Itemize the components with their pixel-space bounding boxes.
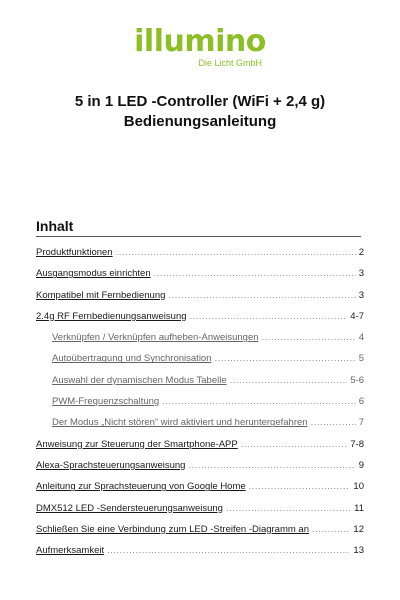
toc-entry-label[interactable]: DMX512 LED -Sendersteuerungsanweisung xyxy=(36,502,223,514)
toc-entry-page: 3 xyxy=(358,268,364,280)
toc-entry-label[interactable]: Produktfunktionen xyxy=(36,247,113,258)
toc-entry-label[interactable]: Anleitung zur Sprachsteuerung von Google Home xyxy=(36,481,246,493)
toc-entry[interactable] xyxy=(36,439,364,460)
toc-entry-page: 11 xyxy=(354,502,364,514)
table-of-contents xyxy=(36,247,364,566)
toc-entry-page: 3 xyxy=(358,289,364,301)
toc-entry[interactable] xyxy=(36,396,364,417)
toc-entry-page: 13 xyxy=(353,545,364,557)
toc-entry[interactable] xyxy=(36,503,364,524)
toc-leader-dots xyxy=(154,268,356,280)
toc-leader-dots xyxy=(249,481,351,493)
toc-entry-label[interactable]: Alexa-Sprachsteuerungsanweisung xyxy=(36,459,186,471)
toc-leader-dots xyxy=(162,396,356,408)
toc-leader-dots xyxy=(226,503,351,515)
logo-wordmark: illumino xyxy=(134,24,266,59)
toc-entry-label[interactable]: Ausgangsmodus einrichten xyxy=(36,268,151,280)
toc-entry-page: 9 xyxy=(358,459,364,471)
toc-entry-label[interactable]: Schließen Sie eine Verbindung zum LED -Streifen -Diagramm an xyxy=(36,523,309,535)
toc-entry-label[interactable]: 2.4g RF Fernbedienungsanweisung xyxy=(36,310,187,322)
toc-leader-dots xyxy=(262,332,356,344)
title-line-2: Bedienungsanleitung xyxy=(123,113,277,130)
toc-entry[interactable] xyxy=(36,481,364,502)
toc-entry-page: 7-8 xyxy=(350,438,364,450)
toc-entry-page: 4 xyxy=(358,332,364,344)
toc-entry-page: 2 xyxy=(358,247,364,258)
toc-entry-label[interactable]: Aufmerksamkeit xyxy=(36,545,105,557)
toc-entry-page: 5-6 xyxy=(350,374,364,386)
toc-leader-dots xyxy=(215,353,356,365)
document-title xyxy=(0,92,400,132)
toc-entry[interactable] xyxy=(36,332,364,353)
brand-logo xyxy=(130,26,270,68)
toc-leader-dots xyxy=(312,524,350,536)
toc-heading: Inhalt xyxy=(36,218,74,234)
toc-entry[interactable] xyxy=(36,545,364,566)
toc-entry[interactable] xyxy=(36,524,364,545)
toc-entry-label[interactable]: Autoübertragung und Synchronisation xyxy=(52,353,212,365)
toc-leader-dots xyxy=(311,417,356,429)
toc-entry-page: 12 xyxy=(353,523,364,535)
toc-leader-dots xyxy=(116,247,356,259)
toc-entry-label[interactable]: Verknüpfen / Verknüpfen aufheben-Anweisungen xyxy=(52,332,259,344)
toc-leader-dots xyxy=(190,311,348,323)
toc-entry[interactable] xyxy=(36,417,364,438)
toc-entry-page: 7 xyxy=(358,417,364,429)
toc-entry-label[interactable]: Auswahl der dynamischen Modus Tabelle xyxy=(52,374,227,386)
title-line-1: 5 in 1 LED -Controller (WiFi + 2,4 g) xyxy=(74,93,326,110)
toc-leader-dots xyxy=(168,290,355,302)
toc-entry-page: 4-7 xyxy=(350,310,364,322)
toc-entry-page: 6 xyxy=(358,396,364,408)
heading-divider xyxy=(36,236,361,237)
toc-entry-page: 5 xyxy=(358,353,364,365)
toc-entry-page: 10 xyxy=(353,481,364,493)
toc-entry[interactable] xyxy=(36,375,364,396)
toc-leader-dots xyxy=(107,545,350,557)
toc-entry[interactable] xyxy=(36,311,364,332)
toc-entry-label[interactable]: PWM-Frequenzschaltung xyxy=(52,396,160,408)
toc-entry[interactable] xyxy=(36,290,364,311)
toc-entry-label[interactable]: Anweisung zur Steuerung der Smartphone-APP xyxy=(36,438,238,450)
toc-entry[interactable] xyxy=(36,460,364,481)
toc-entry-label[interactable]: Kompatibel mit Fernbedienung xyxy=(36,289,166,301)
toc-leader-dots xyxy=(241,439,348,451)
toc-leader-dots xyxy=(230,375,348,387)
toc-entry[interactable] xyxy=(36,247,364,268)
toc-entry[interactable] xyxy=(36,353,364,374)
toc-entry-label[interactable]: Der Modus „Nicht stören“ wird aktiviert und heruntergefahren xyxy=(52,417,308,429)
logo-tagline: Die Licht GmbH xyxy=(198,58,262,68)
toc-entry[interactable] xyxy=(36,268,364,289)
toc-leader-dots xyxy=(188,460,355,472)
